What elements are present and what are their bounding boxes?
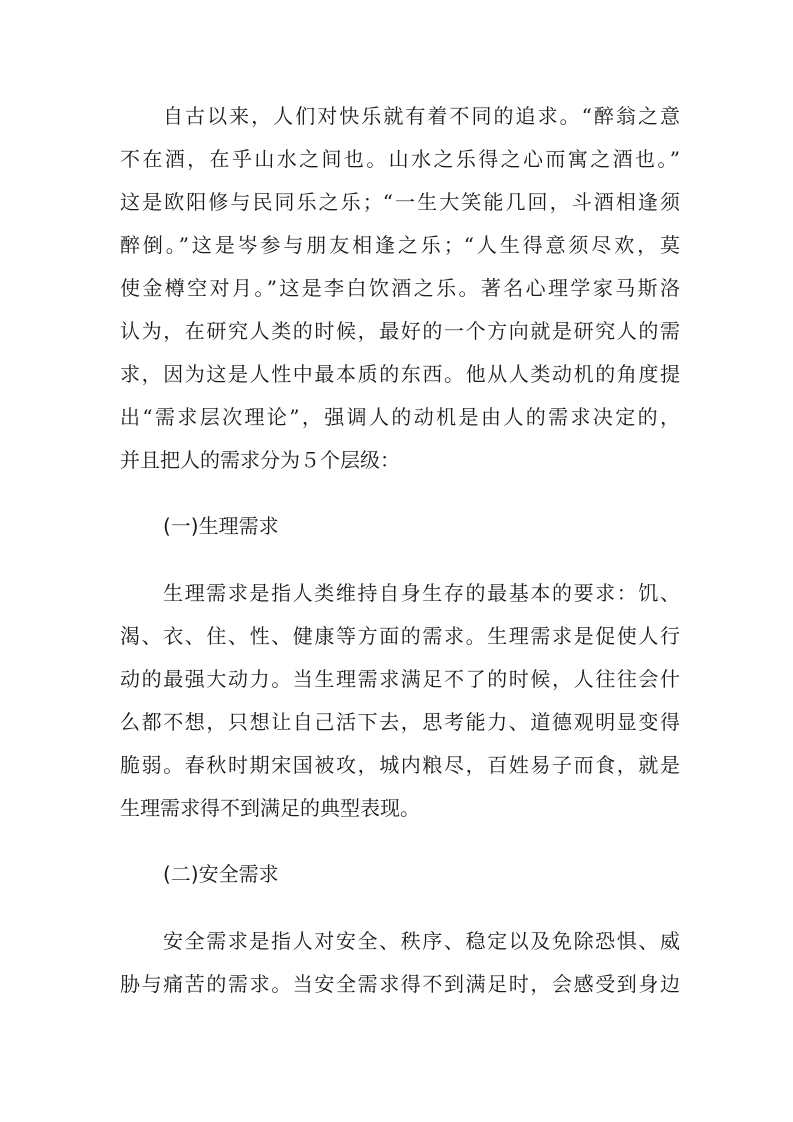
text-line: 么都不想，只想让自己活下去，思考能力、道德观明显变得: [120, 710, 680, 734]
text-line: 生理需求得不到满足的典型表现。: [120, 796, 420, 820]
section-heading-physiological-needs: (一)生理需求: [163, 514, 279, 538]
text-line: 使金樽空对月。”这是李白饮酒之乐。著名心理学家马斯洛: [120, 276, 680, 300]
text-line: 自古以来，人们对快乐就有着不同的追求。“醉翁之意: [163, 104, 680, 128]
text-line: 胁与痛苦的需求。当安全需求得不到满足时，会感受到身边: [120, 972, 680, 996]
text-line: 并且把人的需求分为５个层级：: [120, 448, 400, 472]
text-line: 渴、衣、住、性、健康等方面的需求。生理需求是促使人行: [120, 624, 680, 648]
text-line: 出“需求层次理论”，强调人的动机是由人的需求决定的，: [120, 405, 680, 429]
text-line: 动的最强大动力。当生理需求满足不了的时候，人往往会什: [120, 667, 680, 691]
text-line: 这是欧阳修与民同乐之乐；“一生大笑能几回，斗酒相逢须: [120, 190, 680, 214]
text-line: 求，因为这是人性中最本质的东西。他从人类动机的角度提: [120, 362, 680, 386]
text-line: 安全需求是指人对安全、秩序、稳定以及免除恐惧、威: [163, 929, 680, 953]
text-line: 醉倒。”这是岑参与朋友相逢之乐；“人生得意须尽欢，莫: [120, 233, 680, 257]
text-line: 生理需求是指人类维持自身生存的最基本的要求：饥、: [163, 581, 680, 605]
text-line: 认为，在研究人类的时候，最好的一个方向就是研究人的需: [120, 319, 680, 343]
section-heading-safety-needs: (二)安全需求: [163, 862, 279, 886]
text-line: 不在酒，在乎山水之间也。山水之乐得之心而寓之酒也。”: [120, 147, 680, 171]
text-line: 脆弱。春秋时期宋国被攻，城内粮尽，百姓易子而食，就是: [120, 753, 680, 777]
